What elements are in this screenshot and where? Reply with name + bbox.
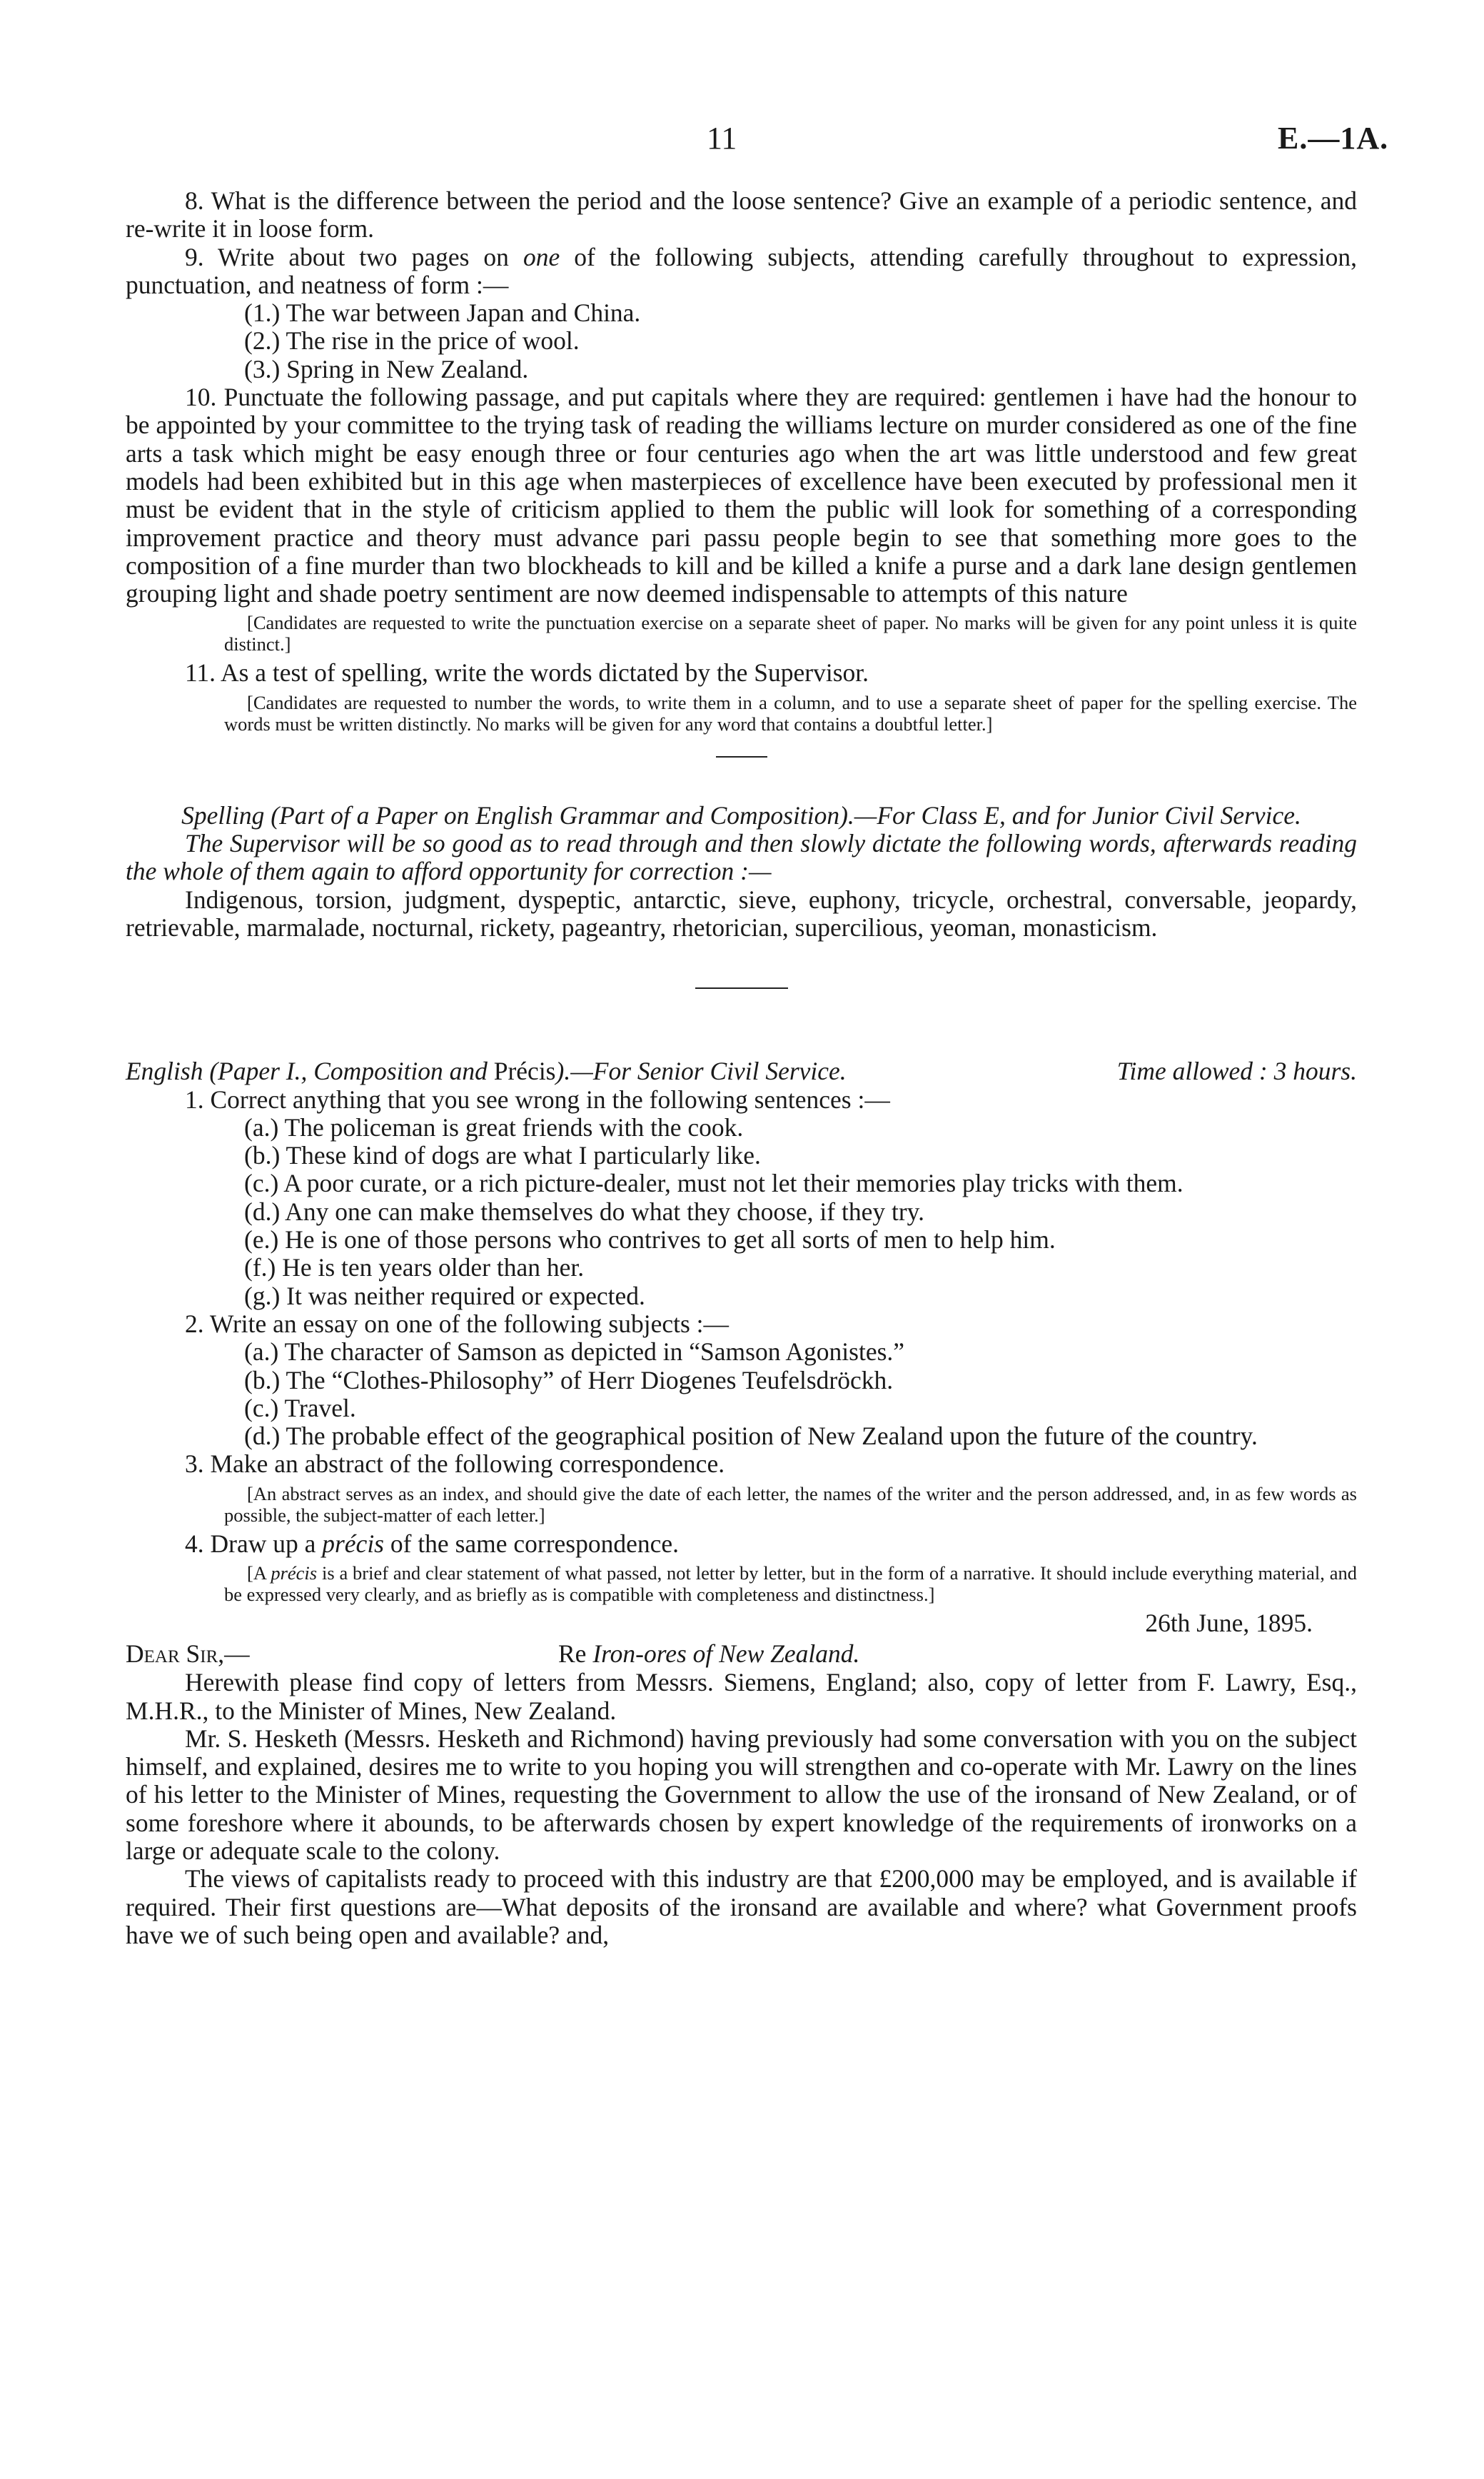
letter-salutation: Dear Sir,— <box>126 1639 250 1669</box>
english-title <box>126 1057 847 1085</box>
letter-subject <box>558 1640 859 1668</box>
document-reference: E.—1A. <box>1278 121 1389 156</box>
list-item: (e.) He is one of those persons who contrives to get all sorts of men to help him. <box>244 1225 1056 1254</box>
letter-subject-re: Re <box>558 1639 587 1669</box>
list-item: (2.) The rise in the price of wool. <box>244 326 580 356</box>
letter-salutation-line <box>126 1640 1357 1669</box>
letter-date: 26th June, 1895. <box>1145 1608 1313 1637</box>
question-11: 11. As a test of spelling, write the words dictated by the Supervisor. <box>185 658 869 688</box>
letter-paragraph: Herewith please find copy of letters from Messrs. Siemens, England; also, copy of letter from F. Lawry, Esq., M.H.R., to the Minister of Mines, New Zealand. <box>126 1668 1357 1725</box>
spelling-word-list: Indigenous, torsion, judgment, dyspeptic, antarctic, sieve, euphony, tricycle, orchestral, conversable, jeopardy, retrievable, marmalade, nocturnal, rickety, pageantry, rhetorician, supercilious, yeoman, monasticism. <box>126 885 1357 942</box>
question-9-rest: of the following subjects, attending carefully throughout to expression, punctuation, and neatness of form :— <box>126 242 1358 299</box>
question-10-note: [Candidates are requested to write the punctuation exercise on a separate sheet of paper. No marks will be given for any point unless it is quite distinct.] <box>224 612 1357 655</box>
list-item: (d.) Any one can make themselves do what they choose, if they try. <box>244 1197 924 1226</box>
english-question-2: 2. Write an essay on one of the following subjects :— <box>185 1309 730 1338</box>
note-text: is a brief and clear statement of what passed, not letter by letter, but in the form of a narrative. It should include everything material, and be expressed very clearly, and as briefly as is compatible with completeness and distinctness.] <box>224 1562 1358 1605</box>
question-11-note: [Candidates are requested to number the words, to write them in a column, and to use a separate sheet of paper for the spelling exercise. The words must be written distinctly. No marks will be given for any word that contains a doubtful letter.] <box>224 691 1357 735</box>
list-item: (b.) The “Clothes-Philosophy” of Herr Diogenes Teufelsdröckh. <box>244 1365 894 1394</box>
list-item: (g.) It was neither required or expected. <box>244 1281 645 1310</box>
english-title-part: ).—For Senior Civil Service. <box>555 1057 847 1086</box>
list-item: (a.) The policeman is great friends with the cook. <box>244 1112 744 1142</box>
english-title-precis: Précis <box>493 1057 556 1086</box>
time-allowed: Time allowed : 3 hours. <box>1116 1057 1357 1086</box>
spelling-title: Spelling (Part of a Paper on English Grammar and Composition).—For Class E, and for Junior Civil Service. <box>181 800 1301 830</box>
question-10: 10. Punctuate the following passage, and put capitals where they are required: gentlemen i have had the honour to be appointed by your committee to the trying task of reading the williams lecture on murder considered as one of the fine arts a task which might be easy enough three or four centuries ago when the art was little understood and few great models had been exhibited but in this age when masterpieces of excellence have been executed by professional men it must be evident that in the style of criticism applied to them the public will look for something of a corresponding improvement practice and theory must advance pari passu people begin to see that something more goes to the composition of a fine murder than two blockheads to kill and be killed a knife a purse and a dark lane design gentlemen grouping light and shade poetry sentiment are now deemed indispensable to attempts of this nature <box>126 383 1357 608</box>
question-9-emphasis: one <box>523 242 560 271</box>
section-divider <box>716 756 767 758</box>
spelling-instruction: The Supervisor will be so good as to read through and then slowly dictate the following words, afterwards reading the whole of them again to afford opportunity for correction :— <box>126 829 1357 886</box>
section-divider <box>695 987 788 989</box>
question-4-note <box>126 1562 1357 1605</box>
note-text: [A <box>247 1562 266 1584</box>
english-question-1: 1. Correct anything that you see wrong in the following sentences :— <box>185 1085 890 1114</box>
list-item: (1.) The war between Japan and China. <box>244 298 641 328</box>
english-paper-title <box>126 1057 1357 1085</box>
english-question-4 <box>126 1530 1357 1558</box>
question-3-note: [An abstract serves as an index, and should give the date of each letter, the names of the writer and the person addressed, and, in as few words as possible, the subject-matter of each letter.] <box>224 1482 1357 1526</box>
list-item: (c.) Travel. <box>244 1393 356 1422</box>
question-9-text: 9. Write about two pages on <box>185 242 509 271</box>
list-item: (c.) A poor curate, or a rich picture-dealer, must not let their memories play tricks with them. <box>244 1169 1183 1198</box>
letter-paragraph: Mr. S. Hesketh (Messrs. Hesketh and Richmond) having previously had some conversation with you on the subject himself, and explained, desires me to write to you hoping you will strengthen and co-operate with Mr. Lawry on the lines of his letter to the Minister of Mines, requesting the Government to allow the use of the ironsand of New Zealand, or of some foreshore where it abounds, to be afterwards chosen by expert knowledge of the requirements of ironworks on a large or adequate scale to the colony. <box>126 1724 1357 1866</box>
page-content <box>126 187 1357 1949</box>
question-4-text: 4. Draw up a <box>185 1529 316 1558</box>
list-item: (3.) Spring in New Zealand. <box>244 354 529 383</box>
page-number: 11 <box>707 121 737 156</box>
list-item: (d.) The probable effect of the geographical position of New Zealand upon the future of the country. <box>244 1422 1258 1451</box>
english-question-3: 3. Make an abstract of the following correspondence. <box>185 1449 725 1479</box>
english-title-part: English (Paper I., Composition and <box>126 1057 488 1086</box>
note-emphasis: précis <box>271 1562 318 1584</box>
list-item: (f.) He is ten years older than her. <box>244 1253 585 1282</box>
letter-subject-title: Iron-ores of New Zealand. <box>592 1639 860 1669</box>
question-9 <box>126 243 1357 300</box>
list-item: (a.) The character of Samson as depicted in “Samson Agonistes.” <box>244 1337 905 1367</box>
question-4-emphasis: précis <box>322 1529 384 1558</box>
question-4-rest: of the same correspondence. <box>390 1529 679 1558</box>
question-8: 8. What is the difference between the period and the loose sentence? Give an example of a periodic sentence, and re-write it in loose form. <box>126 186 1357 243</box>
list-item: (b.) These kind of dogs are what I particularly like. <box>244 1141 761 1170</box>
letter-paragraph: The views of capitalists ready to proceed with this industry are that £200,000 may be employed, and is available if required. Their first questions are—What deposits of the ironsand are available and where? what Government proofs have we of such being open and available? and, <box>126 1864 1357 1949</box>
